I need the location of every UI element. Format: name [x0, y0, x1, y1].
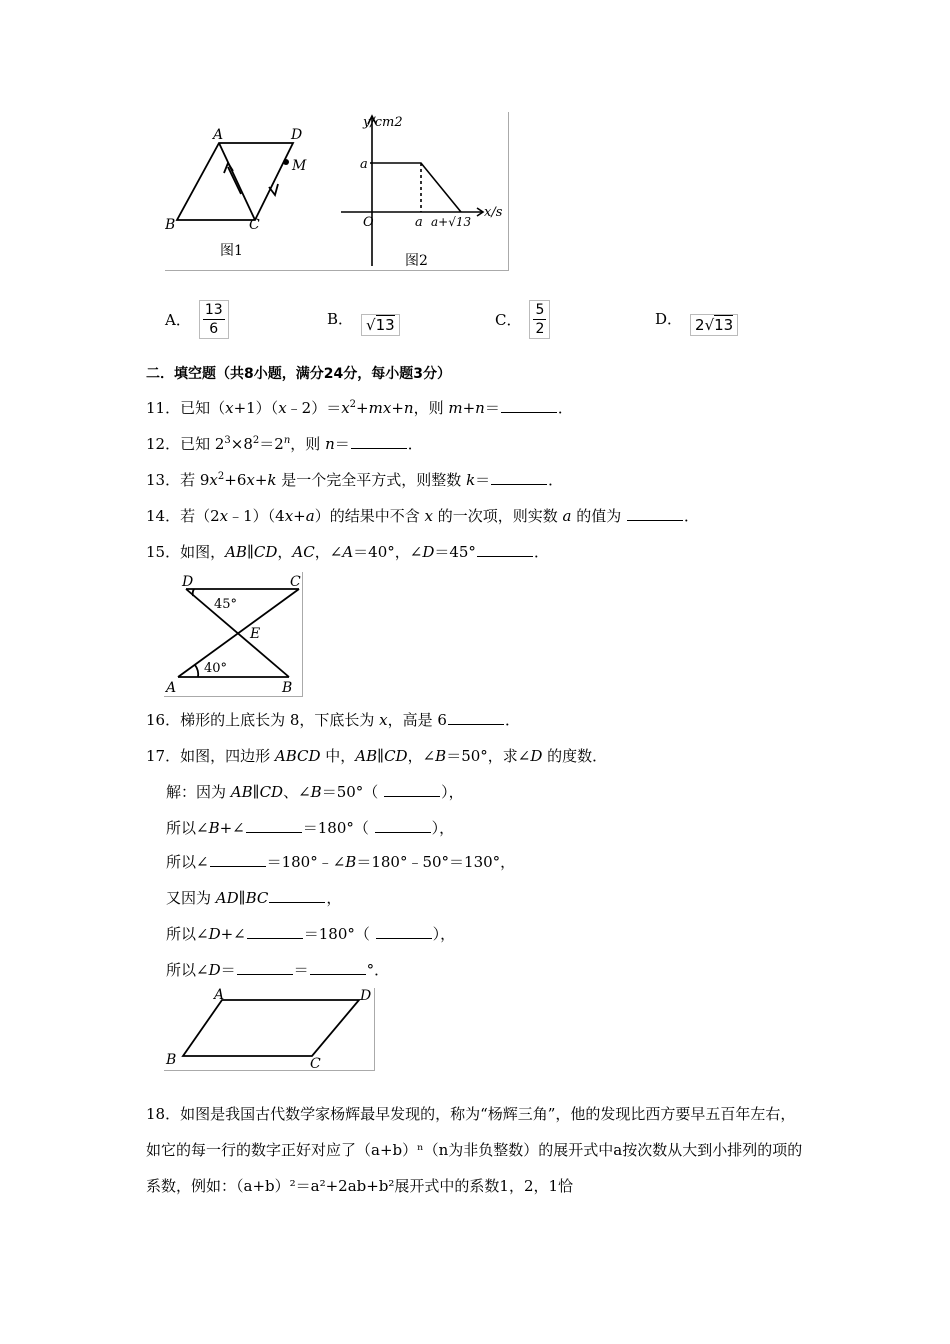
answer-blank[interactable]: [247, 924, 303, 939]
option-d-radicand: 13: [714, 316, 734, 334]
answer-blank[interactable]: [237, 960, 293, 975]
option-a[interactable]: [165, 300, 229, 339]
fig1-label-d: D: [291, 127, 303, 143]
fig2-caption: 图2: [405, 253, 428, 269]
section-heading: 二．填空题（共8小题，满分24分，每小题3分）: [146, 366, 451, 382]
q17-label-a: A: [214, 988, 225, 1003]
q17-label-c: C: [310, 1056, 321, 1070]
q15-angle-a: 40°: [204, 661, 228, 676]
q17-figure: [164, 988, 375, 1071]
option-c-fraction: [529, 300, 550, 339]
figures-1-2: [165, 112, 508, 270]
q15-label-d: D: [182, 574, 194, 590]
fig1-label-b: B: [165, 217, 176, 233]
answer-blank[interactable]: [375, 818, 431, 833]
answer-blank[interactable]: [246, 818, 302, 833]
fig2-origin: O: [363, 215, 374, 230]
fig2-x-axis-label: x/s: [484, 205, 503, 220]
option-c[interactable]: [495, 300, 550, 339]
fig1-caption: 图1: [220, 243, 243, 259]
option-d[interactable]: [655, 300, 738, 336]
point-m: [283, 159, 289, 165]
q17-step-6: 所以∠D＝ ＝ °．: [166, 961, 390, 979]
question-18: 18．如图是我国古代数学家杨辉最早发现的，称为“杨辉三角”，他的发现比西方要早五百年左右，如它的每一行的数字正好对应了（a+b）ⁿ（n为非负整数）的展开式中a按次数从大到小排列的项的系数，例如：（a+b）²＝a²+2ab+b²展开式中的系数1，2，1恰: [146, 1105, 803, 1195]
fig2-label-a-sqrt13: a+√13: [431, 215, 472, 229]
q17-step-5: 所以∠D+∠ ＝180°（ ），: [166, 925, 456, 943]
option-c-denominator: 2: [535, 321, 545, 337]
question-11: 11．已知$(x+1)(x﹣2)=x^2+mx+n$，则 m+n＝ ．: [146, 399, 573, 417]
q17-step-3: 所以∠ ＝180°﹣∠B＝180°﹣50°＝130°，: [166, 853, 516, 871]
fig2-graph: [341, 116, 483, 266]
option-d-coefficient: 2: [695, 316, 705, 334]
q17-step-4: 又因为 AD∥BC ，: [166, 889, 342, 907]
q15-label-b: B: [282, 680, 293, 696]
answer-blank[interactable]: [477, 542, 533, 557]
q17-step-2: 所以∠B+∠ ＝180°（ ），: [166, 819, 455, 837]
option-a-fraction: [199, 300, 229, 339]
fig1-label-m: M: [292, 158, 307, 174]
question-16: 16．梯形的上底长为 8，下底长为 x，高是 6 ．: [146, 711, 520, 729]
q15-label-c: C: [290, 574, 301, 590]
question-14: 14．若（2x﹣1）（4x+a）的结果中不含 x 的一次项，则实数 a 的值为 ．: [146, 507, 700, 525]
q15-label-e: E: [250, 626, 261, 642]
answer-blank[interactable]: [501, 398, 557, 413]
question-17: 17．如图，四边形 ABCD 中，AB∥CD，∠B＝50°，求∠D 的度数．: [146, 747, 608, 765]
option-c-letter: C．: [495, 311, 522, 329]
question-12: 12．已知 $2^3\times 8^2=2^n$，则 n＝ ．: [146, 435, 423, 453]
option-a-numerator: 13: [204, 302, 223, 318]
question-13: 13．若 $9x^2+6x+k$ 是一个完全平方式，则整数 k＝ ．: [146, 471, 564, 489]
q17-step-1: 解：因为 AB∥CD、∠B＝50°（ ），: [166, 783, 464, 801]
fig1-label-c: C: [249, 217, 260, 233]
q15-label-a: A: [166, 680, 177, 696]
question-15: 15．如图，AB∥CD，AC，∠A＝40°，∠D＝45° ．: [146, 543, 549, 561]
option-c-numerator: 5: [535, 302, 545, 318]
q17-label-d: D: [360, 988, 372, 1004]
q15-figure: [164, 572, 303, 697]
option-d-radical: 2√13: [690, 314, 738, 336]
q15-angle-d: 45°: [214, 597, 238, 612]
option-b-radical: √13: [361, 314, 400, 336]
option-b-radicand: 13: [375, 316, 395, 334]
option-d-letter: D．: [655, 309, 683, 328]
option-a-denominator: 6: [209, 321, 219, 337]
answer-blank[interactable]: [351, 434, 407, 449]
option-b[interactable]: [327, 300, 400, 336]
fig1-label-a: A: [213, 127, 224, 143]
option-a-letter: A．: [165, 311, 191, 329]
fig2-label-a-y: a: [360, 157, 368, 172]
answer-blank[interactable]: [310, 960, 366, 975]
answer-blank[interactable]: [269, 888, 325, 903]
answer-blank[interactable]: [376, 924, 432, 939]
option-b-letter: B．: [327, 309, 354, 328]
answer-blank[interactable]: [210, 852, 266, 867]
fig2-label-a-x: a: [415, 215, 423, 230]
fig1-rhombus: [177, 143, 293, 220]
answer-blank[interactable]: [384, 782, 440, 797]
figure-panel-top: [165, 112, 509, 271]
answer-blank[interactable]: [627, 506, 683, 521]
answer-blank[interactable]: [491, 470, 547, 485]
q17-label-b: B: [166, 1052, 177, 1068]
fig2-y-axis-label: y/cm2: [363, 115, 403, 130]
answer-blank[interactable]: [448, 710, 504, 725]
